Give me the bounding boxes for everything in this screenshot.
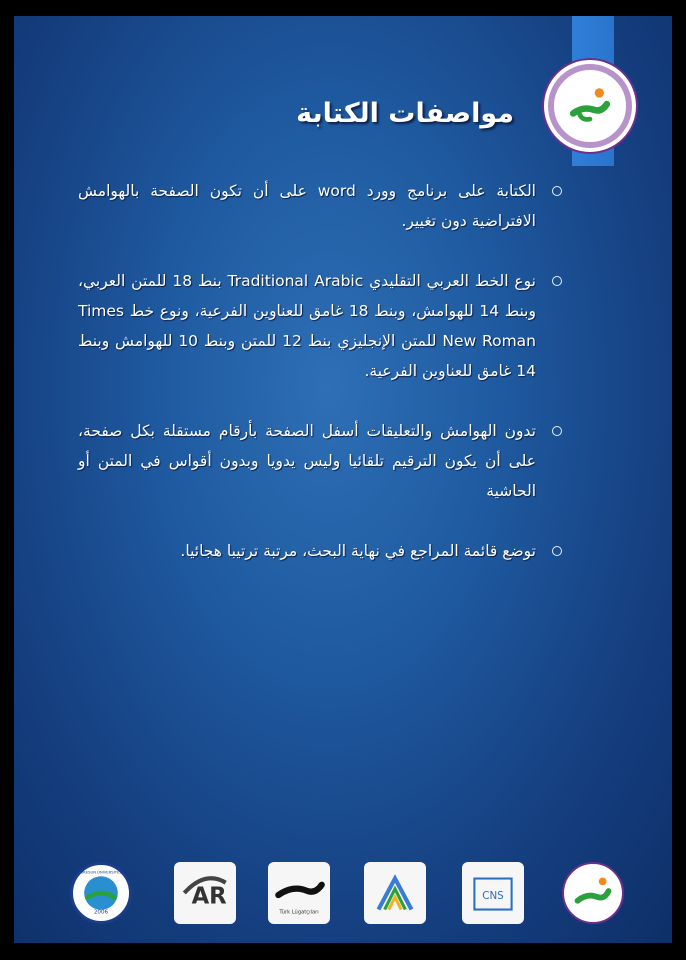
dad-logo-icon (562, 862, 624, 924)
ar-logo (174, 862, 236, 924)
bullet-circle-icon (552, 546, 562, 556)
dad-dictionary-logo (268, 862, 330, 924)
page-title: مواصفات الكتابة (296, 98, 514, 129)
specifications-list (78, 176, 558, 596)
bullet-circle-icon (552, 276, 562, 286)
list-item (78, 176, 558, 236)
list-item-text: تدون الهوامش والتعليقات أسفل الصفحة بأرقام مستقلة بكل صفحة، على أن يكون الترقيم تلقائيا وليس يدويا وبدون أقواس في المتن أو الحاشية (78, 422, 536, 500)
list-item-text: الكتابة على برنامج وورد word على أن تكون الصفحة بالهوامش الافتراضية دون تغيير. (78, 182, 536, 230)
cns-logo (462, 862, 524, 924)
partner-logos (70, 856, 630, 928)
giresun-university-logo (70, 862, 132, 924)
list-item (78, 536, 558, 566)
svg-text:CNS: CNS (482, 890, 504, 903)
list-item (78, 416, 558, 506)
list-item-text: نوع الخط العربي التقليدي Traditional Arabic بنط 18 للمتن العربي، وبنط 14 للهوامش، وبنط 18 غامق للعناوين الفرعية، ونوع خط Times New Roman للمتن الإنجليزي بنط 12 للمتن وبنط 10 للهوامش وبنط 14 غامق للعناوين الفرعية. (78, 272, 537, 380)
bullet-circle-icon (552, 426, 562, 436)
list-item (78, 266, 558, 386)
document-page (14, 16, 672, 943)
svg-text:GİRESUN ÜNİVERSİTESİ: GİRESUN ÜNİVERSİTESİ (79, 870, 123, 875)
svg-text:2006: 2006 (93, 909, 109, 916)
svg-text:AR: AR (191, 883, 227, 910)
svg-text:Türk Lügatçıları: Türk Lügatçıları (279, 909, 319, 916)
list-item-text: توضع قائمة المراجع في نهاية البحث، مرتبة ترتيبا هجائيا. (180, 542, 536, 560)
dad-logo-icon (542, 58, 638, 154)
bullet-circle-icon (552, 186, 562, 196)
arch-logo (364, 862, 426, 924)
